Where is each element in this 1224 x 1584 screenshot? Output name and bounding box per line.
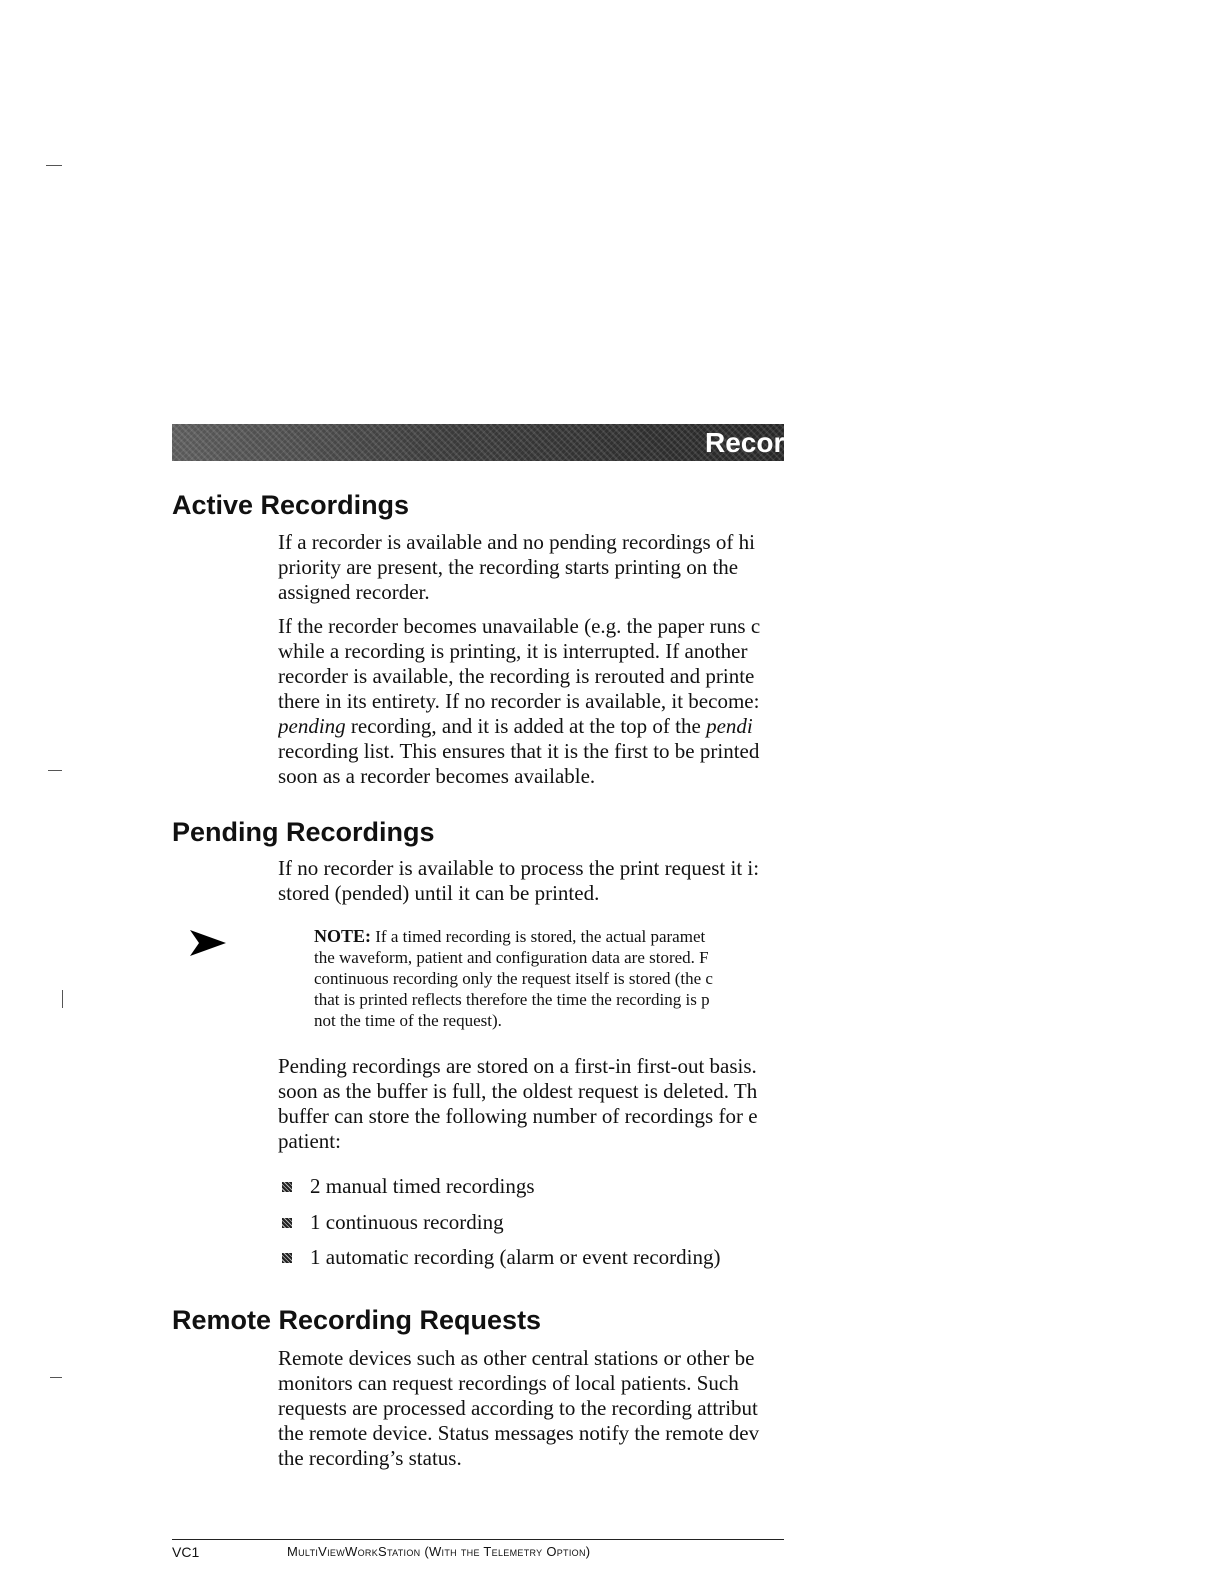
heading-active-recordings: Active Recordings — [172, 490, 410, 520]
banner-title: Recor — [705, 427, 784, 458]
note-label: NOTE: — [314, 926, 372, 946]
text-line: Remote devices such as other central stations or other be — [278, 1346, 755, 1370]
paragraph-active-1 — [278, 530, 784, 605]
bullet-icon — [282, 1218, 292, 1228]
list-item-text: 2 manual timed recordings — [310, 1174, 535, 1198]
paragraph-remote-1 — [278, 1346, 784, 1471]
text-line: priority are present, the recording starts printing on the — [278, 555, 739, 579]
list-item-text: 1 continuous recording — [310, 1210, 504, 1234]
note-block — [314, 926, 784, 1031]
footer-page-id: VC1 — [172, 1544, 200, 1560]
list-item-text: 1 automatic recording (alarm or event recording) — [310, 1245, 721, 1269]
text-line: the remote device. Status messages notify the remote dev — [278, 1421, 760, 1445]
text-line: buffer can store the following number of recordings for e — [278, 1104, 758, 1128]
text-line: that is printed reflects therefore the time the recording is p — [314, 990, 710, 1009]
text-line: the recording’s status. — [278, 1446, 462, 1470]
text-line: Pending recordings are stored on a first-in first-out basis. — [278, 1054, 757, 1078]
heading-pending-recordings: Pending Recordings — [172, 817, 435, 847]
scan-mark — [48, 770, 62, 771]
text-line: not the time of the request). — [314, 1011, 502, 1030]
text-line: recording list. This ensures that it is the first to be printed — [278, 739, 760, 763]
text-line: soon as a recorder becomes available. — [278, 764, 596, 788]
text-line: the waveform, patient and configuration data are stored. F — [314, 948, 709, 967]
scan-mark — [50, 1377, 62, 1378]
text-line: while a recording is printing, it is interrupted. If another — [278, 639, 748, 663]
heading-remote-recording-requests: Remote Recording Requests — [172, 1305, 542, 1335]
footer-rule — [172, 1539, 784, 1540]
footer-product-title: MultiViewWorkStation (With the Telemetry Option) — [287, 1544, 591, 1559]
text-line: there in its entirety. If no recorder is available, it become: — [278, 689, 760, 713]
text-line: monitors can request recordings of local patients. Such — [278, 1371, 739, 1395]
note-arrow-icon — [188, 928, 228, 958]
text-segment: If a timed recording is stored, the actual paramet — [371, 927, 706, 946]
text-line: requests are processed according to the recording attribut — [278, 1396, 758, 1420]
list-item — [282, 1245, 784, 1270]
scan-mark — [62, 990, 63, 1008]
text-line: stored (pended) until it can be printed. — [278, 881, 600, 905]
text-line: If the recorder becomes unavailable (e.g. the paper runs c — [278, 614, 761, 638]
text-line: continuous recording only the request itself is stored (the c — [314, 969, 713, 988]
section-banner — [172, 424, 784, 461]
paragraph-active-2 — [278, 614, 784, 789]
emphasis-pending: pendi — [706, 714, 753, 738]
text-line: recorder is available, the recording is rerouted and printe — [278, 664, 755, 688]
text-line — [314, 926, 784, 947]
text-segment: recording, and it is added at the top of the — [345, 714, 707, 738]
scan-mark — [46, 165, 62, 166]
emphasis-pending: pending — [278, 714, 346, 738]
text-line — [278, 714, 784, 739]
text-line: If no recorder is available to process the print request it i: — [278, 856, 760, 880]
paragraph-pending-1 — [278, 856, 784, 906]
text-line: If a recorder is available and no pending recordings of hi — [278, 530, 755, 554]
text-line: patient: — [278, 1129, 341, 1153]
list-item — [282, 1210, 784, 1235]
bullet-icon — [282, 1253, 292, 1263]
text-line: soon as the buffer is full, the oldest request is deleted. Th — [278, 1079, 758, 1103]
bullet-icon — [282, 1182, 292, 1192]
paragraph-pending-2 — [278, 1054, 784, 1154]
text-line: assigned recorder. — [278, 580, 430, 604]
list-item — [282, 1174, 784, 1199]
